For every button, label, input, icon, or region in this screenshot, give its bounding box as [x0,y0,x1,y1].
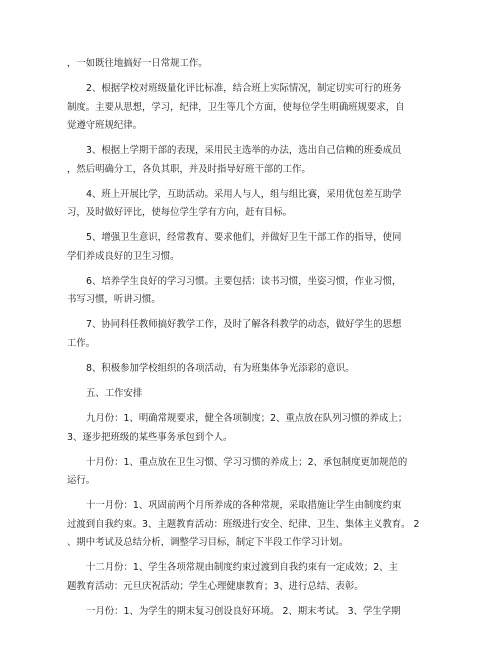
paragraph-september [67,410,437,429]
text-line: 五、工作安排 [86,388,143,400]
text-line: 十二月份：1、学生各项常规由制度约束过渡到自我约束有一定成效；2、主 [86,562,398,574]
text-line: 过渡到自我约束。3、主题教育活动：班级进行安全、纪律、卫生、集体主义教育。 2 [67,518,420,530]
text-line: 一月份：1、为学生的期末复习创设良好环境。 2、期末考试。 3、学生学期 [86,605,401,617]
text-line: 工作。 [67,338,96,350]
text-line: 、期中考试及总结分析，调整学习目标，制定下半段工作学习计划。 [67,537,349,549]
paragraph-september-cont [67,429,437,448]
paragraph-october [67,454,437,473]
paragraph-item-3-cont [67,161,437,180]
text-line: 5、增强卫生意识，经常教育、要求他们，并做好卫生干部工作的指导，使同 [86,232,402,244]
paragraph-continued [67,55,437,74]
text-line: 8、积极参加学校组织的各项活动，有为班集体争光添彩的意识。 [86,363,355,375]
text-line: 3、逐步把班级的某些事务承包到个人。 [67,431,233,443]
text-line: 题教育活动：元旦庆祝活动；学生心理健康教育；3、进行总结、表彰。 [67,580,364,592]
paragraph-item-7-cont [67,335,437,354]
text-line: 习，及时做好评比，使每位学生学有方向，赶有目标。 [67,207,293,219]
paragraph-january [67,603,437,622]
paragraph-item-7 [67,316,437,335]
text-line: 运行。 [67,475,96,487]
paragraph-item-3 [67,142,437,161]
paragraph-item-4-cont [67,204,437,223]
text-line: 制度。主要从思想，学习，纪律，卫生等几个方面，使每位学生明确班规要求，自 [67,101,405,113]
document-page [67,55,437,622]
paragraph-item-5-cont [67,248,437,267]
text-line: 2、根据学校对班级量化评比标准，结合班上实际情况，制定切实可行的班务 [86,82,402,94]
paragraph-item-5 [67,229,437,248]
paragraph-december [67,559,437,578]
paragraph-item-6-cont [67,291,437,310]
text-line: 6、培养学生良好的学习习惯。主要包括：读书习惯，坐姿习惯，作业习惯， [86,275,402,287]
paragraph-november [67,497,437,516]
paragraph-december-cont [67,578,437,597]
text-line: 十月份：1、重点放在卫生习惯、学习习惯的养成上；2、承包制度更加规范的 [86,456,408,468]
paragraph-item-2 [67,80,437,99]
text-line: 4、班上开展比学，互助活动。采用人与人，组与组比赛，采用优包差互助学 [86,188,402,200]
paragraph-item-4 [67,186,437,205]
text-line: 十一月份：1、巩固前两个月所养成的各种常规，采取措施让学生由制度约束 [86,500,402,512]
paragraph-november-cont [67,516,437,553]
paragraph-october-cont [67,472,437,491]
text-line: 7、协同科任教师搞好教学工作，及时了解各科教学的动态，做好学生的思想 [86,319,402,331]
text-line: ，然后明确分工，各负其职，并及时指导好班干部的工作。 [67,163,311,175]
text-line: 学们养成良好的卫生习惯。 [67,250,180,262]
text-line: 九月份：1、明确常规要求，健全各项制度；2、重点放在队列习惯的养成上； [86,413,408,425]
text-line: 书写习惯，听讲习惯。 [67,294,161,306]
section-heading-work-plan [67,385,437,404]
text-line: 觉遵守班规纪律。 [67,120,143,132]
text-line: ，一如既往地搞好一日常规工作。 [67,58,208,69]
paragraph-item-2-cont [67,99,437,136]
text-line: 3、根据上学期干部的表现，采用民主选举的办法，选出自己信赖的班委成员 [86,145,402,157]
paragraph-item-8 [67,360,437,379]
paragraph-item-6 [67,273,437,292]
